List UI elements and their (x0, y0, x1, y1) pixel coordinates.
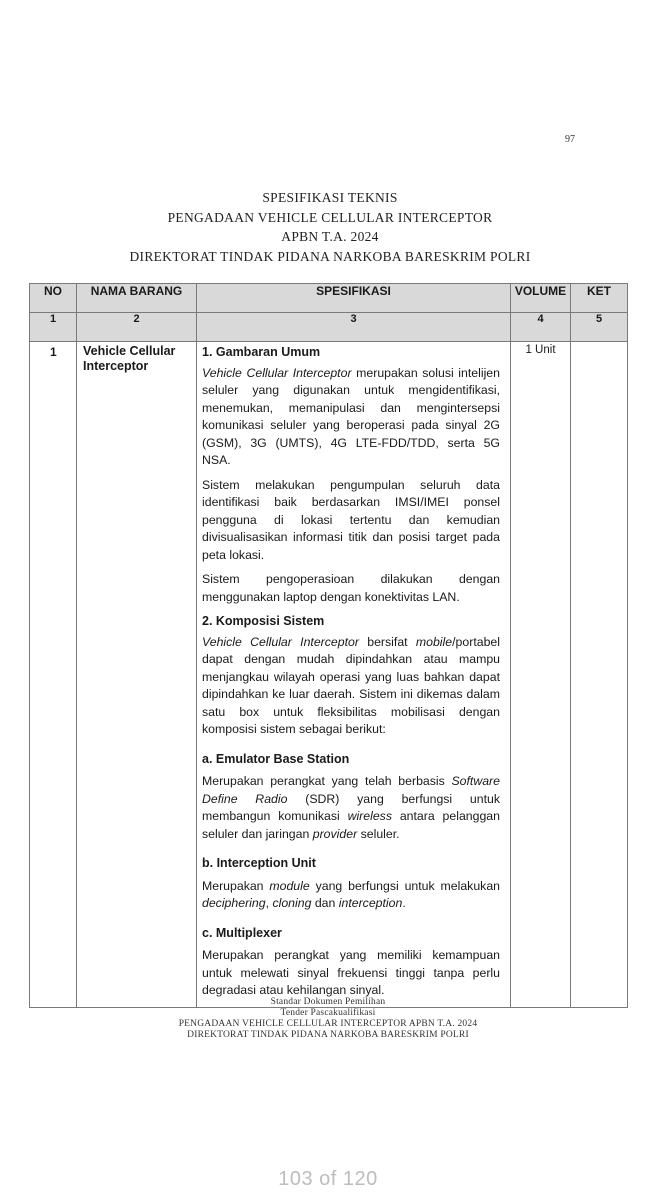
title-line: SPESIFIKASI TEKNIS (262, 190, 398, 205)
document-title (0, 188, 656, 266)
page-number: 97 (565, 134, 575, 145)
footer-line: PENGADAAN VEHICLE CELLULAR INTERCEPTOR APBN T.A. 2024 (178, 1019, 478, 1029)
title-line: DIREKTORAT TINDAK PIDANA NARKOBA BARESKRIM POLRI (129, 248, 531, 264)
column-number-row (30, 313, 628, 342)
column-number: 2 (77, 313, 197, 342)
column-number: 3 (197, 313, 511, 342)
row-item-name (77, 342, 197, 1008)
paragraph: Vehicle Cellular Interceptor bersifat mobile/portabel dapat dengan mudah dipindahkan atau mampu menjangkau wilayah operasi yang luas bahkan dapat dipindahkan ke luar daerah. Sistem ini dikemas dalam satu box untuk fleksibilitas mobilisasi dengan komposisi sistem sebagai berikut: (202, 634, 500, 736)
item-name-line: Interceptor (83, 359, 149, 373)
table-header-row (30, 284, 628, 313)
row-volume: 1 Unit (511, 342, 571, 1008)
title-line: APBN T.A. 2024 (281, 229, 379, 244)
paragraph: Sistem pengoperasioan dilakukan dengan menggunakan laptop dengan konektivitas LAN. (202, 572, 500, 604)
footer-line: Tender Pascakualifikasi (280, 1008, 376, 1018)
footer-line: Standar Dokumen Pemilihan (270, 997, 386, 1007)
column-number: 1 (30, 313, 77, 342)
header-nama-barang: NAMA BARANG (77, 284, 197, 313)
paragraph: Vehicle Cellular Interceptor merupakan solusi intelijen seluler yang digunakan untuk mengidentifikasi, menemukan, memanipulasi dan mengintersepsi komunikasi seluler yang beroperasi pada sinyal 2G (GSM), 3G (UMTS), 4G LTE-FDD/TDD, serta 5G NSA. (202, 365, 500, 467)
paragraph: Merupakan perangkat yang memiliki kemampuan untuk melewati sinyal frekuensi tinggi tanpa perlu degradasi atau kehilangan sinyal. (202, 948, 500, 997)
header-volume: VOLUME (511, 284, 571, 313)
section-heading: 1. Gambaran Umum (202, 345, 321, 359)
section-heading: 2. Komposisi Sistem (202, 614, 325, 628)
subsection-heading: a. Emulator Base Station (202, 751, 350, 766)
title-line: PENGADAAN VEHICLE CELLULAR INTERCEPTOR (167, 209, 493, 225)
header-ket: KET (571, 284, 628, 313)
footer-line: DIREKTORAT TINDAK PIDANA NARKOBA BARESKRIM POLRI (187, 1030, 469, 1040)
column-number: 4 (511, 313, 571, 342)
page-indicator: 103 of 120 (278, 1168, 378, 1190)
subsection-heading: c. Multiplexer (202, 925, 282, 940)
row-ket (571, 342, 628, 1008)
subsection-heading: b. Interception Unit (202, 856, 316, 870)
row-no: 1 (30, 342, 77, 1008)
table-row (30, 342, 628, 1008)
header-spesifikasi: SPESIFIKASI (197, 284, 511, 313)
header-no: NO (30, 284, 77, 313)
paragraph: Sistem melakukan pengumpulan seluruh data identifikasi baik berdasarkan IMSI/IMEI ponsel pengguna di lokasi tertentu dan kemudian divisualisasikan informasi titik dan posisi target pada peta lokasi. (202, 477, 500, 562)
item-name-line: Vehicle Cellular (83, 344, 176, 358)
document-footer (0, 997, 656, 1041)
paragraph: Merupakan perangkat yang telah berbasis Software Define Radio (SDR) yang berfungsi untuk membangun komunikasi wireless antara pelanggan seluler dan jaringan provider seluler. (202, 774, 501, 841)
row-specification (197, 342, 511, 1008)
column-number: 5 (571, 313, 628, 342)
paragraph: Merupakan module yang berfungsi untuk melakukan deciphering, cloning dan interception. (202, 878, 501, 910)
spec-table (29, 283, 628, 1008)
